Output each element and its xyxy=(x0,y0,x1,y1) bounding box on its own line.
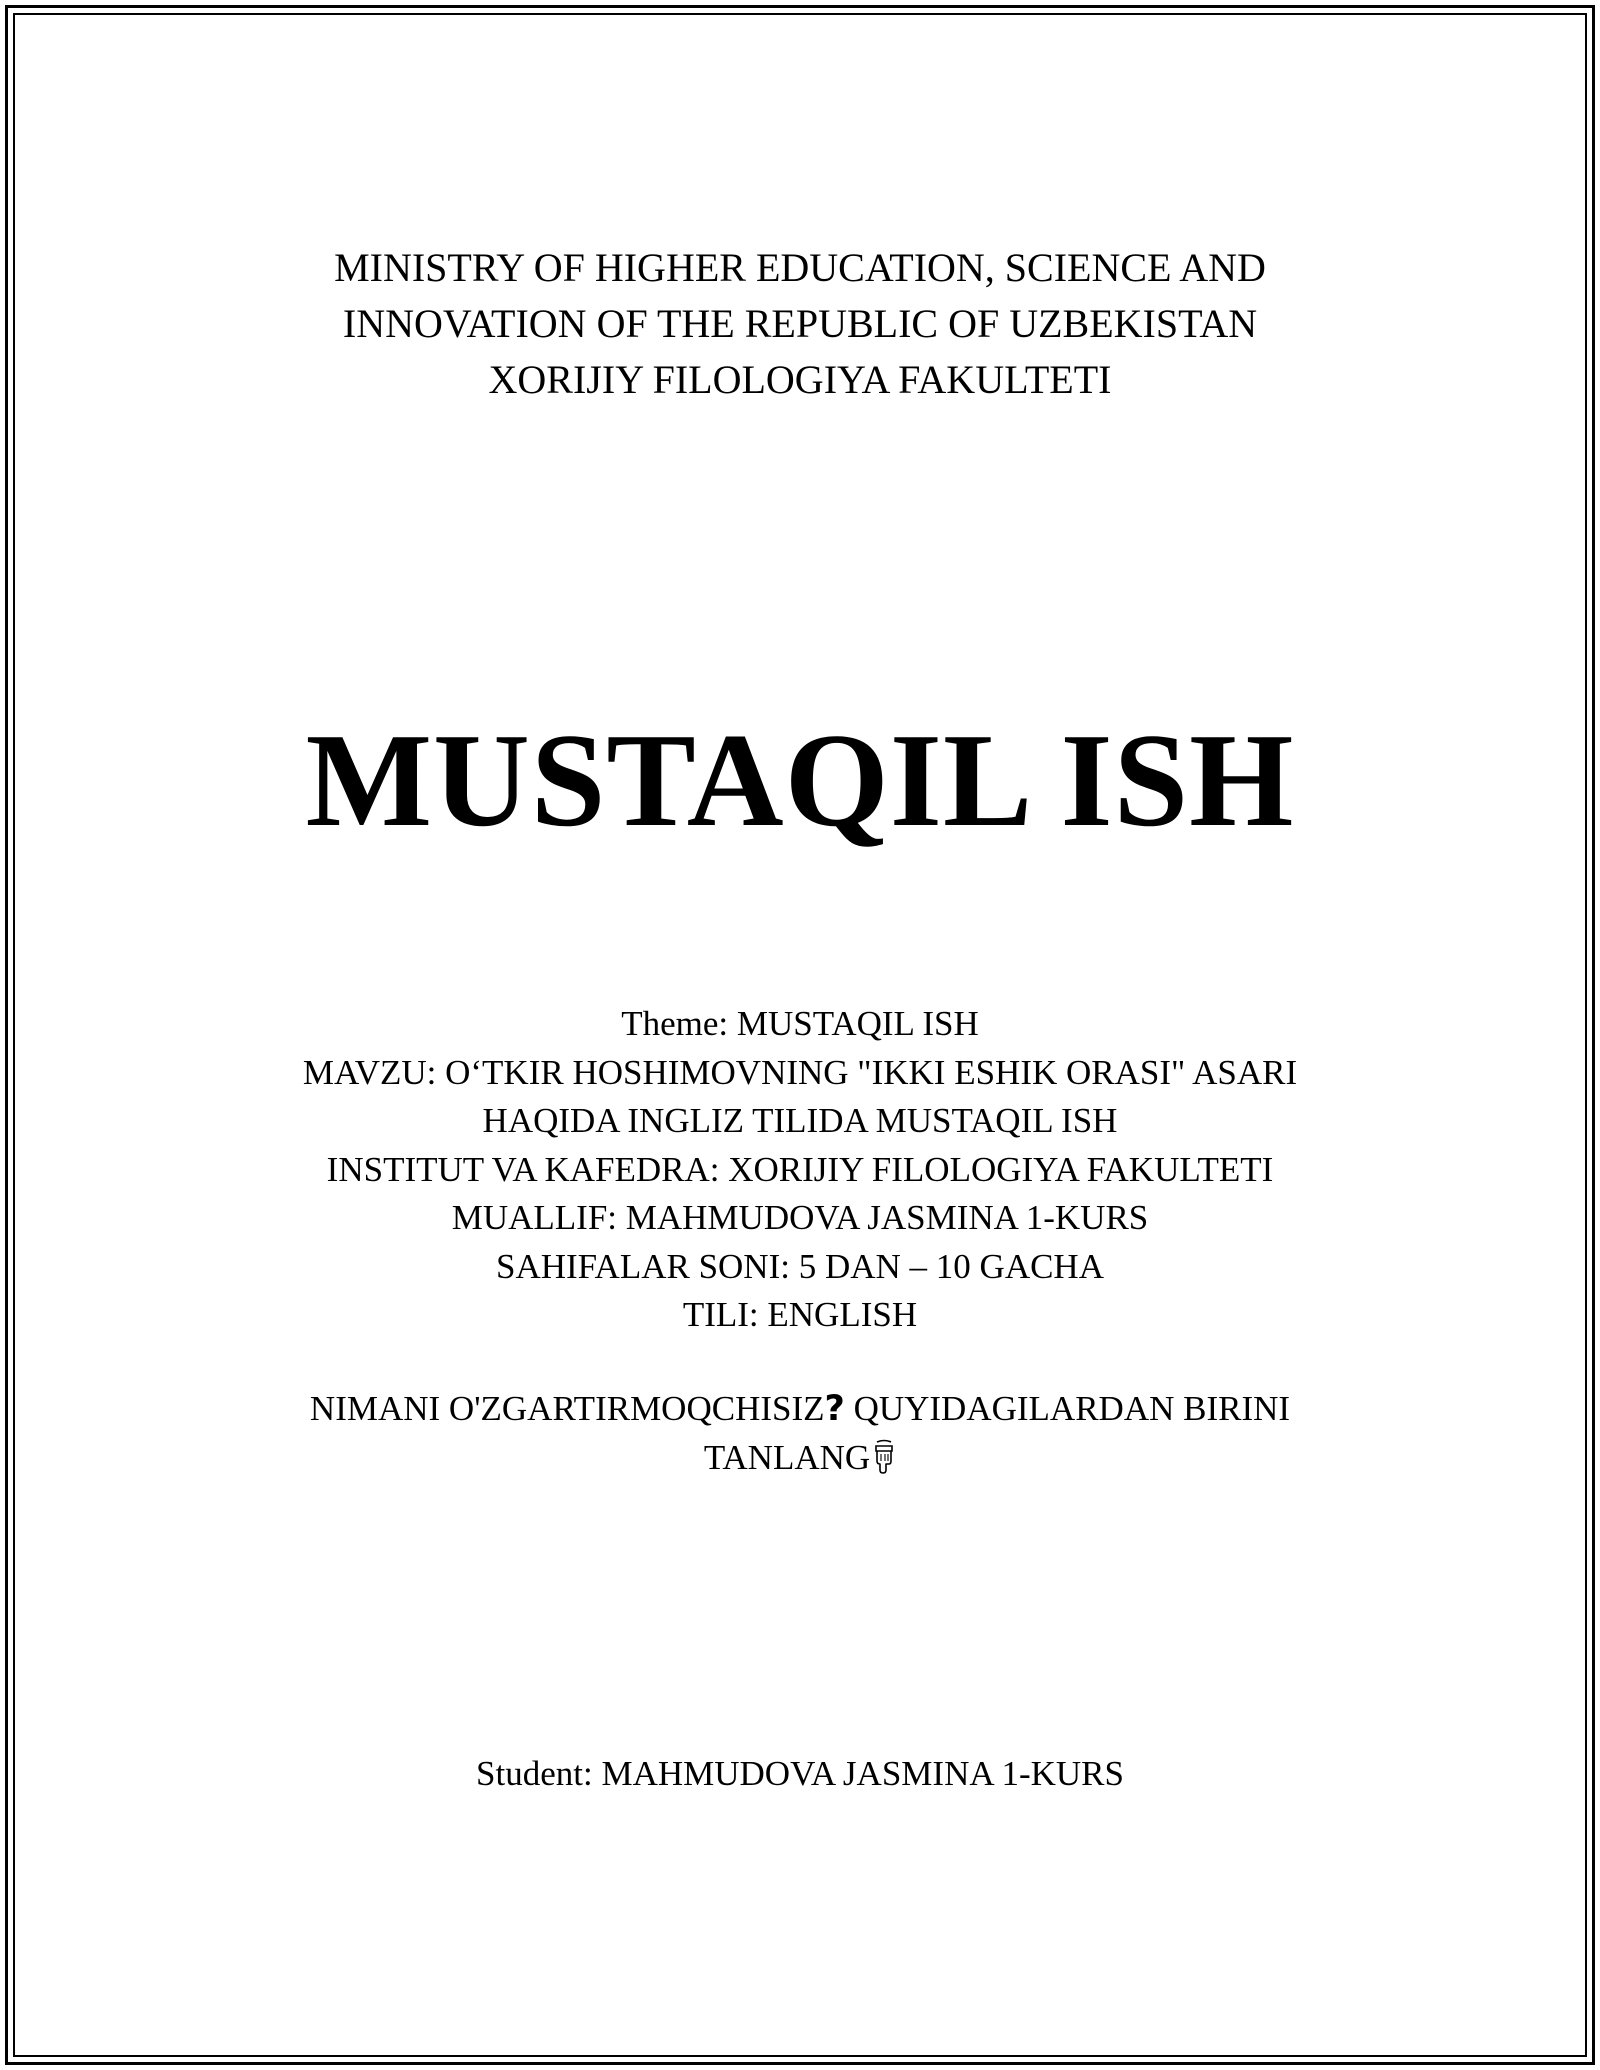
prompt-text-3: TANLANG xyxy=(703,1437,871,1477)
prompt-text-2: QUYIDAGILARDAN BIRINI xyxy=(844,1389,1291,1428)
ministry-header xyxy=(0,240,1600,408)
header-line-2: INNOVATION OF THE REPUBLIC OF UZBEKISTAN xyxy=(342,301,1258,346)
choice-prompt xyxy=(0,1385,1600,1482)
hand-pointing-down-icon xyxy=(872,1439,896,1475)
student-line: Student: MAHMUDOVA JASMINA 1-KURS xyxy=(476,1754,1124,1793)
prompt-text-1: NIMANI O'ZGARTIRMOQCHISIZ xyxy=(309,1389,825,1428)
document-details xyxy=(0,1000,1600,1340)
tili-line: TILI: ENGLISH xyxy=(682,1295,918,1334)
prompt-line-1 xyxy=(0,1385,1600,1434)
question-mark-icon: ? xyxy=(824,1389,845,1429)
theme-line: Theme: MUSTAQIL ISH xyxy=(621,1004,979,1043)
muallif-line: MUALLIF: MAHMUDOVA JASMINA 1-KURS xyxy=(451,1198,1149,1237)
mavzu-line-2: HAQIDA INGLIZ TILIDA MUSTAQIL ISH xyxy=(482,1101,1118,1140)
header-line-1: MINISTRY OF HIGHER EDUCATION, SCIENCE AND xyxy=(334,245,1266,290)
institut-line: INSTITUT VA KAFEDRA: XORIJIY FILOLOGIYA FAKULTETI xyxy=(326,1149,1274,1189)
document-title: MUSTAQIL ISH xyxy=(305,706,1295,854)
header-line-3: XORIJIY FILOLOGIYA FAKULTETI xyxy=(488,357,1112,402)
sahifalar-line: SAHIFALAR SONI: 5 DAN – 10 GACHA xyxy=(496,1246,1104,1286)
mavzu-line-1: MAVZU: O‘TKIR HOSHIMOVNING "IKKI ESHIK ORASI" ASARI xyxy=(302,1052,1298,1092)
prompt-line-2 xyxy=(0,1434,1600,1483)
